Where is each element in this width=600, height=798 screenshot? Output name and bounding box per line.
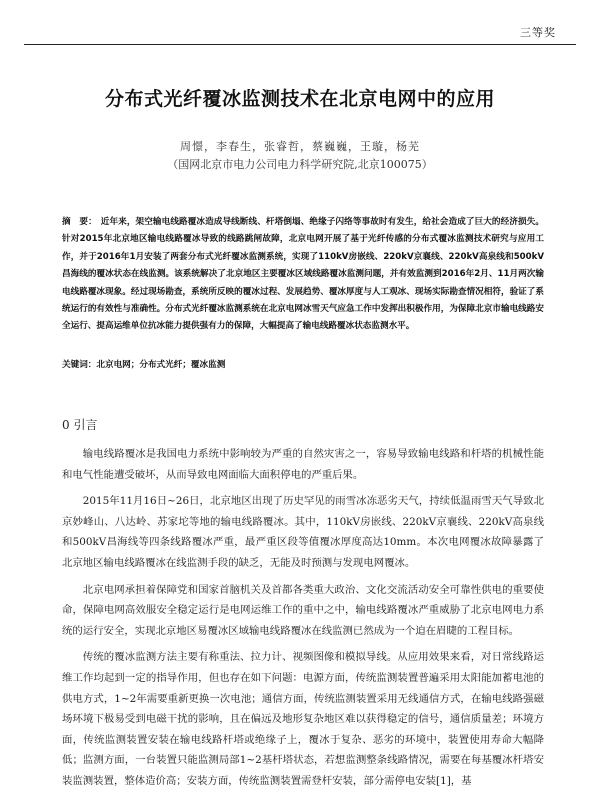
keywords-label: 关键词：: [62, 360, 97, 370]
paper-title: 分布式光纤覆冰监测技术在北京电网中的应用: [104, 88, 495, 110]
abstract: [62, 214, 544, 336]
paper-affiliation: （国网北京市电力公司电力科学研究院,北京100075）: [167, 158, 433, 171]
paragraph: 北京电网承担着保障党和国家首脑机关及首都各类重大政治、文化交流活动安全可靠性供电的重要使命，保障电网高效服安全稳定运行是电网运维工作的重中之中，输电线路覆冰严重威胁了北京电网电力系统的运行安全，实现北京地区易覆冰区域输电线路覆冰在线监测已然成为一个迫在眉睫的工程目标。: [62, 583, 544, 637]
section-title: 0 引言: [62, 418, 98, 432]
abstract-label: 摘 要：: [62, 217, 97, 227]
paragraph: 2015年11月16日~26日，北京地区出现了历史罕见的雨雪冰冻恶劣天气，持续低温雨雪天气导致北京妙峰山、八达岭、苏家坨等地的输电线路覆冰。其中，110kV房嵌线、220kV京襄线、220kV高泉线和500kV昌海线等四条线路覆冰严重，最严重区段等值覆冰厚度高达10mm。本次电网覆冰故障暴露了北京地区输电线路覆冰在线监测手段的缺乏，无能及时预测与发现电网覆冰。: [62, 495, 544, 569]
page-header-label: 三等奖: [520, 26, 556, 39]
abstract-text: 近年来，架空输电线路覆冰造成导线断线、杆塔倒塌、绝缘子闪络等事故时有发生，给社会造成了巨大的经济损失。针对2015年北京地区输电线路覆冰导致的线路跳闸故障，北京电网开展了基于光纤传感的分布式覆冰监测技术研究与应用工作，并于2016年1月安装了两套分布式光纤覆冰监测系统，实现了110kV房嵌线、220kV京襄线、220kV高泉线和500kV昌海线的覆冰状态在线监测。该系统解决了北京地区主要覆冰区域线路覆冰监测问题，并有效监测到2016年2月、11月两次输电线路覆冰现象。经过现场勘查，系统所反映的覆冰过程、发展趋势、覆冰厚度与人工观冰、现场实际勘查情况相符，验证了系统运行的有效性与准确性。分布式光纤覆冰监测系统在北京电网冰雪天气应急工作中发挥出积极作用，为保障北京市输电线路安全运行、提高运维单位抗冰能力提供强有力的保障，大幅提高了输电线路覆冰状态监测水平。: [62, 217, 544, 332]
keywords-text: 北京电网；分布式光纤；覆冰监测: [96, 360, 226, 370]
keywords: [62, 358, 544, 370]
body-text: [62, 444, 544, 798]
paper-authors: 周憬，李春生，张睿哲，蔡巍巍，王璇，杨芜: [180, 140, 420, 153]
paragraph: 传统的覆冰监测方法主要有称重法、拉力计、视频图像和模拟导线。从应用效果来看，对日常线路运维工作均起到一定的指导作用，但也存在如下问题：电源方面，传统监测装置普遍采用太阳能加蓄电池的供电方式，1~2年需要重新更换一次电池；通信方面，传统监测装置采用无线通信方式，在输电线路强磁场环境下极易受到电磁干扰的影响，且在偏远及地形复杂地区难以获得稳定的信号，通信质量差；环境方面，传统监测装置安装在输电线路杆塔或绝缘子上，覆冰于复杂、恶劣的环境中，装置使用寿命大幅降低；监测方面，一台装置只能监测局部1~2基杆塔状态，若想监测整条线路情况，需要在每基覆冰杆塔安装监测装置，整体造价高；安装方面，传统监测装置需登杆安装，部分需停电安装[1]，基: [62, 651, 544, 787]
paragraph: 输电线路覆冰是我国电力系统中影响较为严重的自然灾害之一，容易导致输电线路和杆塔的机械性能和电气性能遭受破坏，从而导致电网面临大面积停电的严重后果。: [62, 448, 544, 481]
page-header-rule: [24, 44, 576, 45]
